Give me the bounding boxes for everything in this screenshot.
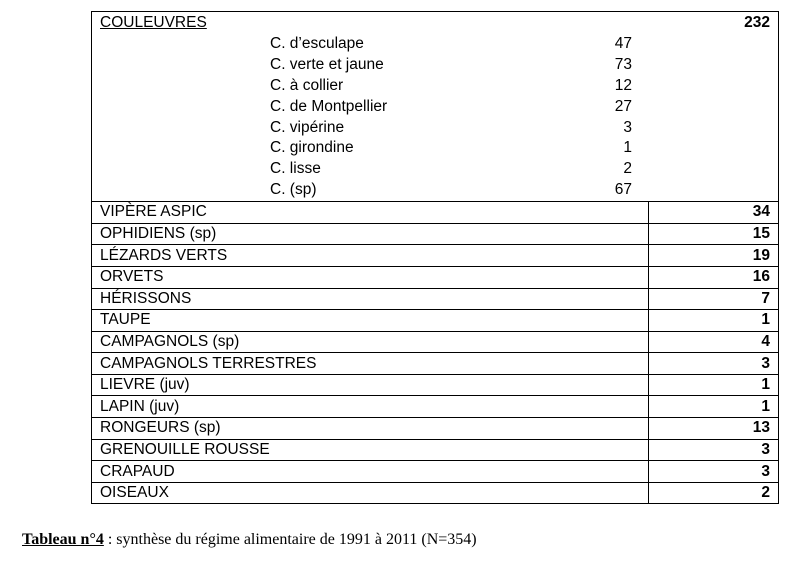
row-total: 1 [649, 396, 779, 418]
table-row [92, 202, 779, 224]
caption-text: : synthèse du régime alimentaire de 1991 à 2011 (N=354) [103, 531, 477, 548]
row-total: 3 [649, 461, 779, 483]
subitem-row [92, 158, 778, 179]
row-name: GRENOUILLE ROUSSE [92, 439, 649, 461]
row-name: LIEVRE (juv) [92, 374, 649, 396]
diet-summary-table [91, 11, 779, 504]
couleuvres-label: COULEUVRES [100, 14, 207, 31]
row-total: 13 [649, 418, 779, 440]
subitem-count: 12 [614, 76, 632, 94]
subitem-count: 3 [623, 118, 632, 136]
row-name: CRAPAUD [92, 461, 649, 483]
row-total: 3 [649, 439, 779, 461]
subitem-name: C. vipérine [270, 118, 345, 136]
subitem-row [92, 179, 778, 200]
subitem-name: C. de Montpellier [270, 97, 388, 115]
row-total: 34 [649, 202, 779, 224]
row-total: 16 [649, 266, 779, 288]
subitem-name: C. girondine [270, 139, 354, 157]
table-row-couleuvres [92, 12, 779, 202]
subitem-count: 73 [614, 55, 632, 73]
table-row [92, 439, 779, 461]
subitem-count: 2 [623, 160, 632, 178]
row-name: ORVETS [92, 266, 649, 288]
subitem-row [92, 33, 778, 54]
couleuvres-subitem-list [92, 33, 778, 201]
table-row [92, 396, 779, 418]
subitem-row [92, 137, 778, 158]
subitem-name: C. lisse [270, 160, 321, 178]
row-name: OPHIDIENS (sp) [92, 223, 649, 245]
table-row [92, 245, 779, 267]
subitem-name: C. d’esculape [270, 35, 364, 52]
subitem-row [92, 96, 778, 117]
row-total: 3 [649, 353, 779, 375]
row-name: CAMPAGNOLS TERRESTRES [92, 353, 649, 375]
subitem-name: C. (sp) [270, 181, 317, 199]
table-row [92, 482, 779, 504]
table-row [92, 223, 779, 245]
row-name: LÉZARDS VERTS [92, 245, 649, 267]
couleuvres-total: 232 [744, 14, 770, 31]
table-row [92, 266, 779, 288]
row-name: VIPÈRE ASPIC [92, 202, 649, 224]
row-total: 7 [649, 288, 779, 310]
row-total: 2 [649, 482, 779, 504]
row-name: LAPIN (juv) [92, 396, 649, 418]
table-row [92, 374, 779, 396]
table-row [92, 288, 779, 310]
subitem-name: C. verte et jaune [270, 55, 384, 73]
subitem-count: 47 [614, 35, 632, 52]
subitem-count: 1 [623, 139, 632, 157]
subitem-count: 67 [614, 181, 632, 199]
table-row [92, 418, 779, 440]
row-name: CAMPAGNOLS (sp) [92, 331, 649, 353]
couleuvres-group-cell [92, 12, 779, 202]
subitem-row [92, 117, 778, 138]
subitem-row [92, 54, 778, 75]
table-row [92, 331, 779, 353]
table-row [92, 461, 779, 483]
row-total: 4 [649, 331, 779, 353]
table-row [92, 353, 779, 375]
table-row [92, 310, 779, 332]
subitem-count: 27 [614, 97, 632, 115]
caption-label: Tableau n°4 [22, 531, 104, 548]
row-name: TAUPE [92, 310, 649, 332]
row-total: 19 [649, 245, 779, 267]
subitem-row [92, 75, 778, 96]
row-total: 1 [649, 374, 779, 396]
row-name: RONGEURS (sp) [92, 418, 649, 440]
row-name: HÉRISSONS [92, 288, 649, 310]
table-caption [22, 531, 477, 549]
subitem-name: C. à collier [270, 76, 344, 94]
row-name: OISEAUX [92, 482, 649, 504]
couleuvres-header [92, 12, 778, 33]
row-total: 15 [649, 223, 779, 245]
row-total: 1 [649, 310, 779, 332]
